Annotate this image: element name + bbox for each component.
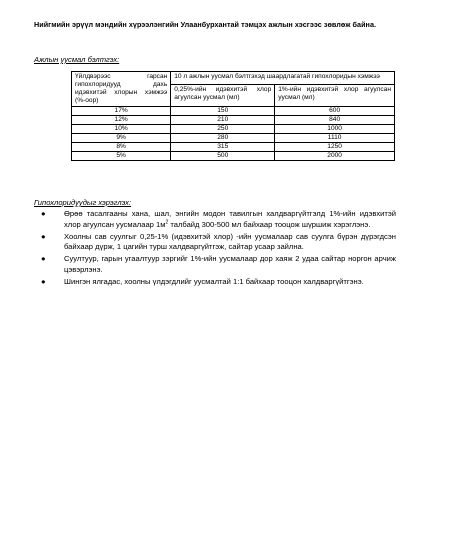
- list-item-text: Шингэн ялгадас, хоолны үлдэгдлийг уусмалтай 1:1 байхаар тооцон халдваргүйтгэнэ.: [64, 276, 364, 286]
- table-subheader-025: 0,25%-ийн идэвхитэй хлор агуулсан уусмал (мл): [171, 84, 275, 106]
- table-row: [72, 115, 395, 124]
- list-item-text: Өрөө тасалгааны хана, шал, энгийн модон тавилгын халдваргүйтгэлд 1%-ийн идэвхитэй хлор агуулсан уусмалаар 1м: [64, 209, 396, 229]
- section-title-usage: Гипохлоридуудыг хэрэглэх:: [34, 198, 132, 207]
- table-cell-1-ml: 1000: [275, 124, 395, 133]
- table-cell-1-ml: 600: [275, 106, 395, 115]
- table-cell-025-ml: 500: [171, 151, 275, 160]
- table-row: [72, 106, 395, 115]
- table-cell-concentration: 12%: [72, 115, 171, 124]
- list-item-text: Хоолны сав суулгыг 0,25-1% (идэвхитэй хлор) -ийн уусмалаар сав суулга бүрэн дүрэгдсэн байхаар дүрж, 1 цагийн турш халдваргүйтгэж, сайтар усаар зайлна.: [64, 231, 396, 252]
- table-cell-1-ml: 2000: [275, 151, 395, 160]
- table-cell-concentration: 10%: [72, 124, 171, 133]
- table-cell-025-ml: 210: [171, 115, 275, 124]
- superscript: 2: [165, 219, 169, 226]
- table-cell-1-ml: 1250: [275, 142, 395, 151]
- list-item: [34, 232, 396, 253]
- list-item: [34, 277, 396, 288]
- list-item: [34, 209, 396, 230]
- table-header-concentration: Үйлдвэрээс гарсан гипохлоридууд дахь идэвхитэй хлорын хэмжээ (%-оор): [72, 72, 171, 107]
- bullet-icon: ●: [41, 209, 46, 218]
- table-row: [72, 124, 395, 133]
- table-cell-concentration: 8%: [72, 142, 171, 151]
- table-cell-1-ml: 840: [275, 115, 395, 124]
- table-row: [72, 151, 395, 160]
- table-cell-025-ml: 250: [171, 124, 275, 133]
- table-cell-concentration: 9%: [72, 133, 171, 142]
- list-item-text-continued: талбайд 300-500 мл байхаар тооцож шүршиж хэрэглэнэ.: [168, 219, 371, 229]
- dilution-table: [71, 71, 395, 161]
- table-header-required-amount: 10 л ажлын уусмал бэлтгэхэд шаардлагатай гипохлоридын хэмжээ: [171, 72, 395, 85]
- table-cell-concentration: 17%: [72, 106, 171, 115]
- table-row: [72, 142, 395, 151]
- bullet-icon: ●: [41, 254, 46, 264]
- bullet-icon: ●: [41, 276, 46, 286]
- table-cell-1-ml: 1110: [275, 133, 395, 142]
- table-subheader-1: 1%-ийн идэвхитэй хлор агуулсан уусмал (мл): [275, 84, 395, 106]
- bullet-icon: ●: [41, 231, 46, 241]
- table-body: [72, 106, 395, 160]
- usage-list: [34, 209, 396, 289]
- section-title-prepare-solution: Ажлын уусмал бэлтгэх:: [34, 55, 120, 64]
- table-cell-concentration: 5%: [72, 151, 171, 160]
- document-header: Нийгмийн эрүүл мэндийн хүрээлэнгийн Улаанбурхантай тэмцэх ажлын хэсгээс зөвлөж байна.: [34, 20, 377, 29]
- table-cell-025-ml: 315: [171, 142, 275, 151]
- list-item-text: Суултуур, гарын угаалтуур зэргийг 1%-ийн уусмалаар дор хаяж 2 удаа сайтар норгон арчиж цэвэрлэнэ.: [64, 254, 396, 274]
- table-row: [72, 133, 395, 142]
- list-item: [34, 254, 396, 275]
- table-header-row: [72, 72, 395, 85]
- table-cell-025-ml: 280: [171, 133, 275, 142]
- table-cell-025-ml: 150: [171, 106, 275, 115]
